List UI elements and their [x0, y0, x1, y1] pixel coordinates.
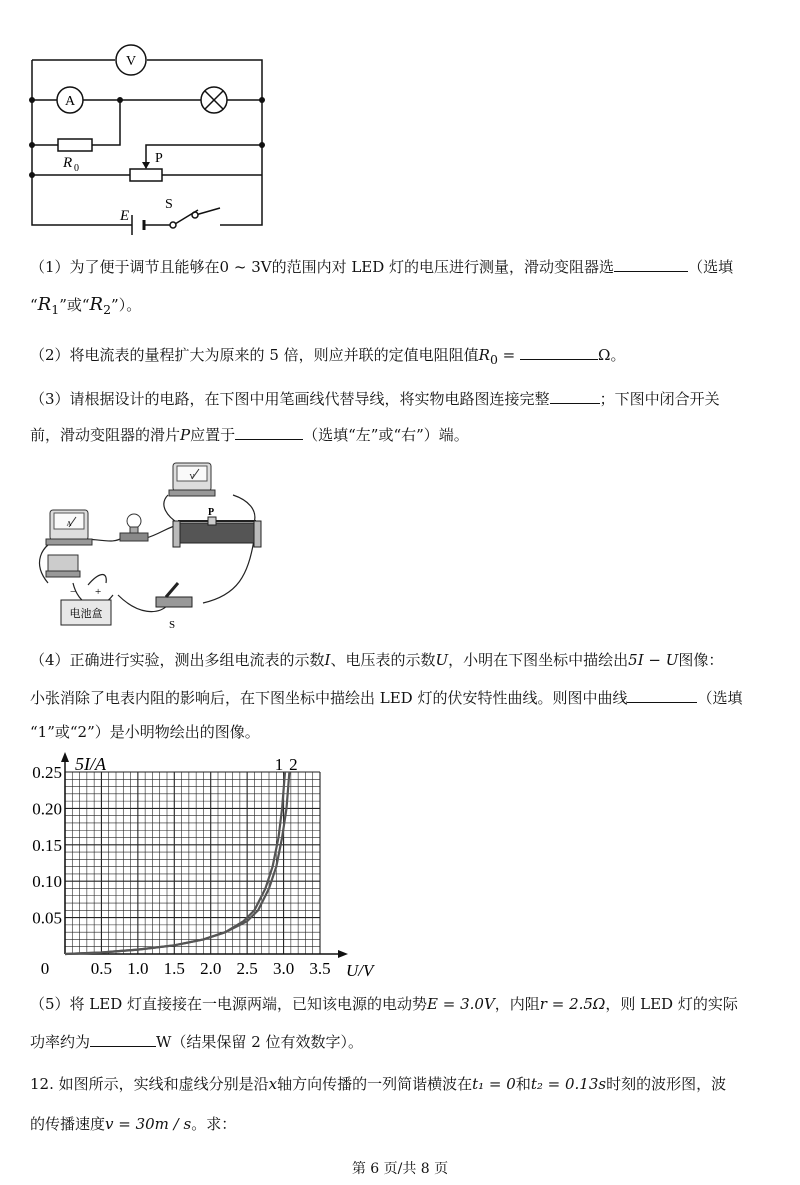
y-axis-label: 5I/A [75, 754, 106, 774]
question-5-line-1: （5）将 LED 灯直接接在一电源两端，已知该电源的电动势E = 3.0V，内阻r = 2.5Ω，则 LED 灯的实际 [30, 995, 738, 1013]
x-tick-label: 0 [40, 959, 50, 978]
answer-blank-q4[interactable] [627, 687, 697, 703]
answer-blank-q3b[interactable] [235, 424, 303, 440]
question-5-line-2: 功率约为 W（结果保留 2 位有效数字）。 [30, 1033, 364, 1051]
apparatus-voltmeter-label: V [189, 473, 195, 481]
question-4-line-3: “1”或“2”）是小明物绘出的图像。 [30, 723, 260, 741]
x-tick-label: 2.0 [200, 959, 222, 978]
ammeter-device [46, 510, 92, 545]
apparatus-ammeter-label: A [66, 520, 72, 528]
y-axis-arrow [61, 752, 69, 762]
answer-blank-q1[interactable] [614, 256, 688, 272]
apparatus-switch-label: S [168, 619, 176, 631]
question-4-line-1: （4）正确进行实验，测出多组电流表的示数I、电压表的示数U，小明在下图坐标中描绘出5I − U图像： [30, 651, 724, 669]
question-3-line-2: 前，滑动变阻器的滑片P应置于 （选填“左”或“右”）端。 [30, 426, 469, 444]
x-tick-label: 0.5 [90, 959, 113, 978]
y-tick-label: 0.25 [32, 763, 62, 782]
switch-label: S [165, 197, 173, 212]
y-tick-label: 0.10 [32, 872, 62, 892]
circuit-diagram [20, 40, 280, 240]
battery-minus: − [70, 586, 77, 598]
x-tick-label: 3.5 [309, 959, 331, 978]
battery-label: 电池盒 [69, 608, 103, 620]
battery-plus: + [95, 586, 102, 598]
rheostat-symbol [130, 169, 162, 181]
switch-device [156, 583, 192, 631]
series-2-curve [65, 772, 289, 954]
slider-label: P [155, 151, 163, 166]
ammeter-label: A [64, 94, 76, 109]
answer-blank-q2[interactable] [520, 344, 598, 360]
resistor-label: R [63, 155, 73, 171]
series-1-label: 1 [274, 755, 284, 774]
x-tick-label: 1.0 [127, 959, 149, 978]
voltmeter-label: V [125, 54, 137, 69]
question-3-line-1: （3）请根据设计的电路，在下图中用笔画线代替导线，将实物电路图连接完整 ；下图中闭合开关 [30, 390, 720, 408]
voltmeter-device [169, 463, 215, 496]
emf-label: E [120, 208, 130, 224]
lamp-device [120, 514, 148, 541]
answer-blank-q3a[interactable] [550, 388, 600, 404]
question-12-line-1: 12. 如图所示，实线和虚线分别是沿x轴方向传播的一列简谐横波在t₁ = 0和t₂ = 0.13s时刻的波形图，波 [30, 1075, 727, 1093]
y-tick-label: 0.15 [32, 835, 62, 855]
rheostat-device [173, 507, 261, 547]
page-footer: 第 6 页/共 8 页 [351, 1161, 449, 1177]
x-axis-arrow [338, 950, 348, 958]
series-1-curve [65, 772, 285, 954]
resistor-r0 [58, 139, 92, 151]
question-1-line-1: （1）为了便于调节且能够在0 ~ 3V的范围内对 LED 灯的电压进行测量，滑动变阻器选 （选填 [30, 258, 734, 276]
battery-box [61, 586, 111, 625]
x-tick-label: 2.5 [236, 959, 258, 978]
x-axis-label: U/V [346, 961, 374, 980]
answer-blank-q5[interactable] [90, 1031, 156, 1047]
y-tick-label: 0.20 [32, 799, 62, 819]
question-4-line-2: 小张消除了电表内阻的影响后，在下图坐标中描绘出 LED 灯的伏安特性曲线。则图中曲线 （选填 [30, 689, 743, 707]
x-tick-label: 3.0 [272, 959, 295, 978]
y-tick-label: 0.05 [32, 908, 62, 928]
question-1-line-2: “$R_1$”或“$R_2$”）。 [30, 294, 142, 317]
series-2-label: 2 [289, 755, 298, 774]
resistor-subscript: 0 [74, 163, 79, 174]
question-12-line-2: 的传播速度v = 30m / s。求： [30, 1115, 237, 1133]
apparatus-picture [28, 455, 278, 635]
x-tick-label: 1.5 [163, 959, 185, 978]
apparatus-rheostat-label: P [208, 507, 215, 518]
iv-chart [20, 752, 390, 984]
question-2: （2）将电流表的量程扩大为原来的 5 倍，则应并联的定值电阻阻值$R_0 = \Omega$。 [30, 346, 626, 367]
